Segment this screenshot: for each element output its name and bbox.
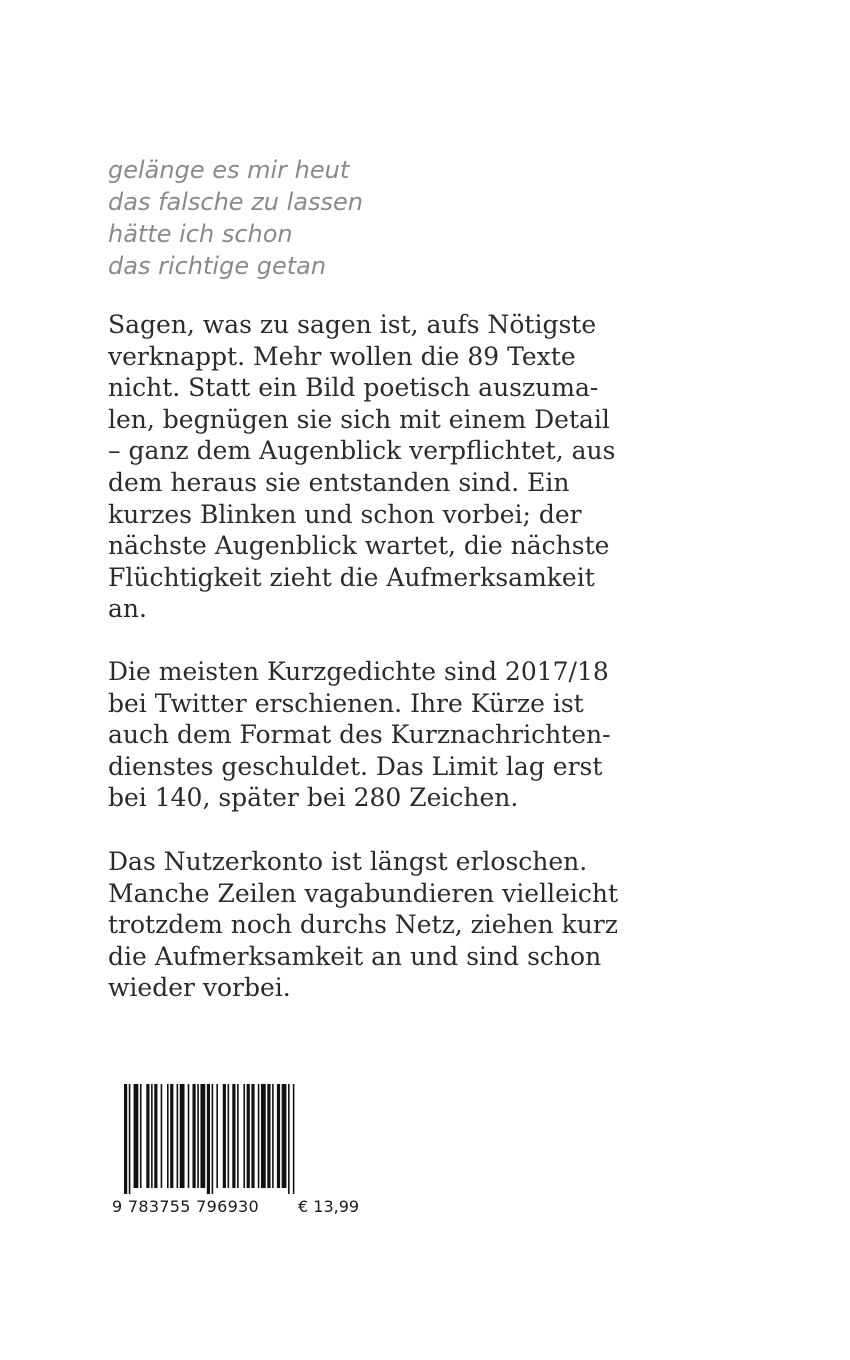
barcode-bar	[200, 1084, 205, 1188]
blurb-line: trotzdem noch durchs Netz, ziehen kurz	[108, 910, 618, 940]
blurb-line: – ganz dem Augenblick verpflichtet, aus	[108, 436, 616, 466]
barcode-icon	[124, 1084, 296, 1194]
barcode-bar	[228, 1084, 230, 1188]
barcode-bar	[261, 1084, 266, 1188]
barcode-bar	[207, 1084, 210, 1194]
blurb-line: an.	[108, 594, 147, 624]
barcode-bar	[197, 1084, 199, 1188]
barcode-bar	[177, 1084, 179, 1188]
poem-line: gelänge es mir heut	[108, 156, 350, 184]
barcode-bar	[212, 1084, 214, 1194]
blurb-paragraph-2	[108, 656, 708, 814]
barcode-bar	[243, 1084, 245, 1188]
barcode-bar	[251, 1084, 254, 1188]
barcode-bar	[170, 1084, 173, 1188]
barcode-bar	[237, 1084, 239, 1188]
barcode-bar	[223, 1084, 226, 1188]
blurb-line: bei Twitter erschienen. Ihre Kürze ist	[108, 688, 584, 718]
blurb-line: len, begnügen sie sich mit einem Detail	[108, 404, 610, 434]
barcode-bar	[216, 1084, 218, 1188]
blurb-line: Das Nutzerkonto ist längst erloschen.	[108, 847, 588, 876]
blurb-line: nicht. Statt ein Bild poetisch auszuma-	[108, 373, 599, 403]
price-label: € 13,99	[298, 1197, 360, 1216]
blurb-line: dienstes geschuldet. Das Limit lag erst	[108, 751, 603, 781]
barcode-bar	[272, 1084, 274, 1188]
barcode-bar	[134, 1084, 139, 1188]
barcode-bar	[232, 1084, 235, 1188]
barcode-bar	[282, 1084, 287, 1188]
poem-line: hätte ich schon	[108, 220, 293, 248]
poem-excerpt	[108, 154, 708, 282]
barcode-bar	[154, 1084, 157, 1188]
barcode-bar	[188, 1084, 190, 1188]
blurb-paragraph-1	[108, 309, 708, 625]
blurb-line: die Aufmerksamkeit an und sind schon	[108, 941, 602, 971]
barcode-bar	[277, 1084, 280, 1188]
blurb-paragraph-3	[108, 846, 708, 1004]
barcode-bar	[140, 1084, 142, 1188]
barcode-bar	[124, 1084, 127, 1194]
blurb-line: nächste Augenblick wartet, die nächste	[108, 531, 610, 561]
poem-line: das falsche zu lassen	[108, 188, 363, 216]
barcode-bar	[146, 1084, 149, 1188]
isbn-digits: 9 783755 796930	[112, 1197, 260, 1216]
blurb-line: Manche Zeilen vagabundieren vielleicht	[108, 878, 619, 908]
blurb-line: verknappt. Mehr wollen die 89 Texte	[108, 341, 576, 371]
barcode-bar	[247, 1084, 250, 1188]
blurb-line: auch dem Format des Kurznachrichten-	[108, 720, 611, 750]
barcode-bar	[258, 1084, 260, 1188]
barcode-bar	[293, 1084, 295, 1194]
blurb-line: bei 140, später bei 280 Zeichen.	[108, 783, 519, 813]
poem-line: das richtige getan	[108, 252, 327, 280]
blurb-line: Die meisten Kurzgedichte sind 2017/18	[108, 657, 609, 686]
blurb-line: wieder vorbei.	[108, 973, 291, 1003]
barcode-bar	[192, 1084, 195, 1188]
barcode-bar	[151, 1084, 153, 1188]
barcode-bar	[288, 1084, 290, 1194]
barcode-bar	[167, 1084, 169, 1188]
blurb-line: dem heraus sie entstanden sind. Ein	[108, 467, 570, 497]
blurb-line: Flüchtigkeit zieht die Aufmerksamkeit	[108, 562, 595, 592]
blurb-line: kurzes Blinken und schon vorbei; der	[108, 499, 582, 529]
barcode-bar	[129, 1084, 131, 1194]
blurb-line: Sagen, was zu sagen ist, aufs Nötigste	[108, 310, 597, 339]
barcode-bar	[161, 1084, 163, 1188]
barcode-bar	[267, 1084, 270, 1188]
barcode-bar	[180, 1084, 185, 1188]
